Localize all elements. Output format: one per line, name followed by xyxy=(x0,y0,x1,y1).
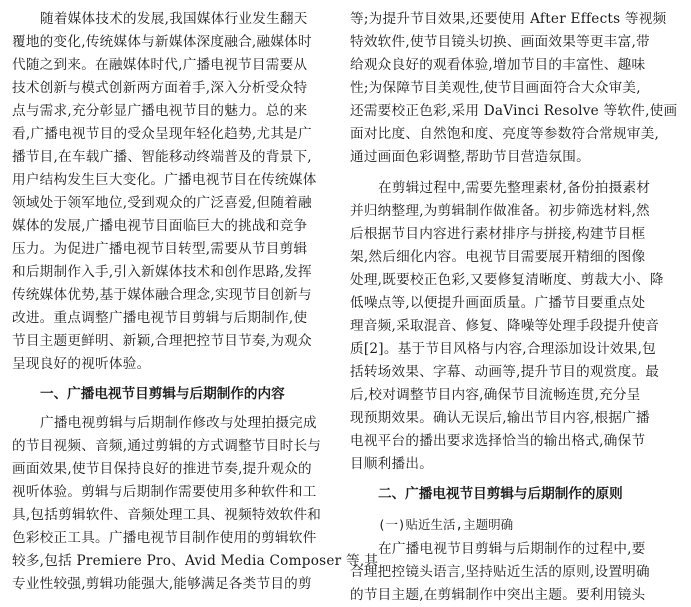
text-line: 领域处于领军地位,受到观众的广泛喜爱,但随着融 xyxy=(12,195,312,211)
text-line: 媒体的发展,广播电视节目面临巨大的挑战和竞争 xyxy=(12,218,308,234)
text-line: 给观众良好的观看体验,增加节目的丰富性、趣味 xyxy=(350,57,646,73)
text-line: 覆地的变化,传统媒体与新媒体深度融合,融媒体时 xyxy=(12,34,312,50)
text-line: 等;为提升节目效果,还要使用 After Effects 等视频 xyxy=(350,11,667,27)
text-line: 面对比度、自然饱和度、亮度等参数符合常规审美, xyxy=(350,126,660,142)
text-line: 广播电视剪辑与后期制作修改与处理拍摄完成 xyxy=(40,415,317,431)
text-line: 后,校对调整节目内容,确保节目流畅连贯,充分呈 xyxy=(350,387,641,403)
text-line: 处理,既要校正色彩,又要修复清晰度、剪裁大小、降 xyxy=(350,272,664,288)
text-line: 的节目主题,在剪辑制作中突出主题。要利用镜头 xyxy=(350,587,646,603)
text-line: 电视平台的播出要求选择恰当的输出格式,确保节 xyxy=(350,433,646,449)
intro-paragraph xyxy=(12,8,332,376)
text-line: 特效软件,使节目镜头切换、画面效果等更丰富,带 xyxy=(350,34,650,50)
text-line: 质[2]。基于节目风格与内容,合理添加设计效果,包 xyxy=(350,341,657,357)
text-line: 播节目,在车载广播、智能移动终端普及的背景下, xyxy=(12,149,312,165)
text-line: 现预期效果。确认无误后,输出节目内容,根据广播 xyxy=(350,410,650,426)
subsection-heading: (一)贴近生活,主题明确 xyxy=(378,517,514,532)
text-line: 理音频,采取混音、修复、降噪等处理手段提升使音 xyxy=(350,318,660,334)
section-heading-principles: 二、广播电视节目剪辑与后期制作的原则 xyxy=(378,486,623,502)
left-column xyxy=(12,8,379,596)
text-line: 较多,包括 Premiere Pro、Avid Media Composer 等,其 xyxy=(12,553,379,569)
text-line: 视听体验。剪辑与后期制作需要使用多种软件和工 xyxy=(12,484,317,500)
text-line: 随着媒体技术的发展,我国媒体行业发生翻天 xyxy=(40,11,308,27)
text-line: 色彩校正工具。广播电视节目制作使用的剪辑软件 xyxy=(12,530,317,546)
principle-paragraph xyxy=(350,538,680,607)
text-line: 技术创新与模式创新两方面着手,深入分析受众特 xyxy=(12,80,308,96)
text-line: 节目主题更鲜明、新颖,合理把控节目节奏,为观众 xyxy=(12,333,312,349)
text-line: 并归纳整理,为剪辑制作做准备。初步筛选材料,然 xyxy=(350,203,650,219)
paragraph-gap xyxy=(350,169,680,177)
text-line: 目顺利播出。 xyxy=(350,456,434,472)
text-line: 点与需求,充分彰显广播电视节目的魅力。总的来 xyxy=(12,103,308,119)
text-line: 具,包括剪辑软件、音频处理工具、视频特效软件和 xyxy=(12,507,322,523)
text-line: 在广播电视节目剪辑与后期制作的过程中,要 xyxy=(378,541,646,557)
text-line: 代随之到来。在融媒体时代,广播电视节目需要从 xyxy=(12,57,308,73)
text-line: 后根据节目内容进行素材排序与拼接,构建节目框 xyxy=(350,226,646,242)
text-line: 传统媒体优势,基于媒体融合理念,实现节目创新与 xyxy=(12,287,312,303)
text-line: 压力。为促进广播电视节目转型,需要从节目剪辑 xyxy=(12,241,308,257)
text-line: 呈现良好的视听体验。 xyxy=(12,356,151,372)
text-line: 低噪点等,以便提升画面质量。广播节目要重点处 xyxy=(350,295,646,311)
text-line: 看,广播电视节目的受众呈现年轻化趋势,尤其是广 xyxy=(12,126,312,142)
right-column xyxy=(350,8,680,607)
text-line: 在剪辑过程中,需要先整理素材,备份拍摄素材 xyxy=(378,180,651,196)
text-line: 通过画面色彩调整,帮助节目营造氛围。 xyxy=(350,149,590,165)
section-heading-content: 一、广播电视节目剪辑与后期制作的内容 xyxy=(40,386,285,402)
text-line: 画面效果,使节目保持良好的推进节奏,提升观众的 xyxy=(12,461,312,477)
content-paragraph xyxy=(12,412,379,596)
text-line: 合理把控镜头语言,坚持贴近生活的原则,设置明确 xyxy=(350,564,650,580)
text-line: 还需要校正色彩,采用 DaVinci Resolve 等软件,使画 xyxy=(350,103,678,119)
editing-process-paragraph xyxy=(350,177,680,476)
text-line: 用户结构发生巨大变化。广播电视节目在传统媒体 xyxy=(12,172,317,188)
text-line: 专业性较强,剪辑功能强大,能够满足各类节目的剪 xyxy=(12,576,312,592)
text-line: 性;为保障节目美观性,使节目画面符合大众审美, xyxy=(350,80,641,96)
text-line: 改进。重点调整广播电视节目剪辑与后期制作,使 xyxy=(12,310,308,326)
text-line: 和后期制作入手,引入新媒体技术和创作思路,发挥 xyxy=(12,264,312,280)
text-line: 架,然后细化内容。电视节目需要展开精细的图像 xyxy=(350,249,646,265)
text-line: 括转场效果、字幕、动画等,提升节目的观赏度。最 xyxy=(350,364,660,380)
software-paragraph xyxy=(350,8,680,169)
text-line: 的节目视频、音频,通过剪辑的方式调整节目时长与 xyxy=(12,438,322,454)
